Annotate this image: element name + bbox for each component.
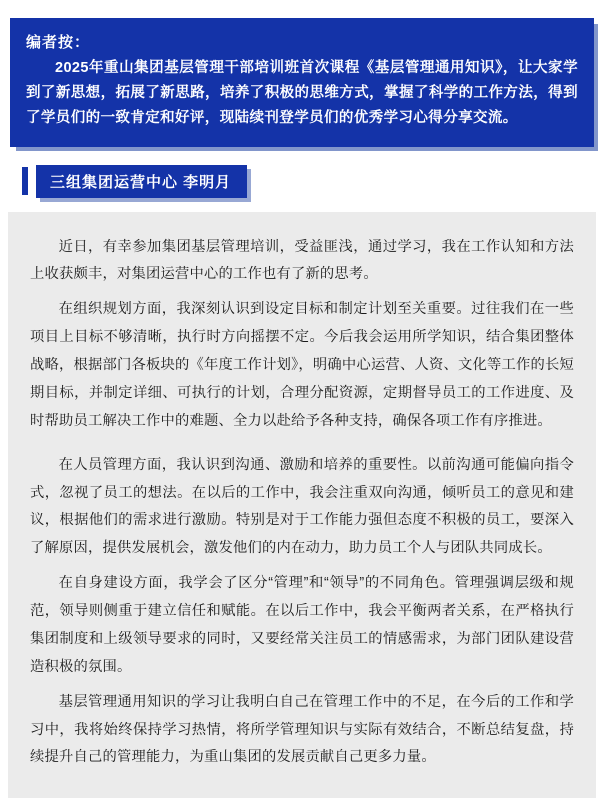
article-paragraph: 基层管理通用知识的学习让我明白自己在管理工作中的不足，在今后的工作和学习中，我将始终保持学习热情，将所学管理知识与实际有效结合，不断总结复盘，持续提升自己的管理能力，为重山集团的发展贡献自己更多力量。 bbox=[30, 693, 574, 766]
author-tag-row bbox=[22, 165, 604, 198]
article-paragraph: 在自身建设方面，我学会了区分“管理”和“领导”的不同角色。管理强调层级和规范，领导则侧重于建立信任和赋能。在以后工作中，我会平衡两者关系，在严格执行集团制度和上级领导要求的同时，又要经常关注员工的情感需求，为部门团队建设营造积极的氛围。 bbox=[30, 575, 574, 675]
article-body bbox=[8, 212, 596, 798]
banner-body: 2025年重山集团基层管理干部培训班首次课程《基层管理通用知识》，让大家学到了新思想，拓展了新思路，培养了积极的思维方式，掌握了科学的工作方法，得到了学员们的一致肯定和好评，现陆续刊登学员们的优秀学习心得分享交流。 bbox=[26, 59, 578, 126]
author-tag: 三组集团运营中心 李明月 bbox=[36, 165, 247, 198]
article-paragraph: 在组织规划方面，我深刻认识到设定目标和制定计划至关重要。过往我们在一些项目上目标不够清晰，执行时方向摇摆不定。今后我会运用所学知识，结合集团整体战略，根据部门各板块的《年度工作计划》，明确中心运营、人资、文化等工作的长短期目标，并制定详细、可执行的计划，合理分配资源，定期督导员工的工作进度、及时帮助员工解决工作中的难题、全力以赴给予各种支持，确保各项工作有序推进。 bbox=[30, 301, 574, 429]
banner-content bbox=[10, 18, 594, 147]
article-paragraph: 近日，有幸参加集团基层管理培训，受益匪浅，通过学习，我在工作认知和方法上收获颇丰，对集团运营中心的工作也有了新的思考。 bbox=[30, 238, 574, 283]
document-page bbox=[0, 18, 604, 766]
article-paragraph: 在人员管理方面，我认识到沟通、激励和培养的重要性。以前沟通可能偏向指令式，忽视了员工的想法。在以后的工作中，我会注重双向沟通，倾听员工的意见和建议，根据他们的需求进行激励。特别是对于工作能力强但态度不积极的员工，要深入了解原因，提供发展机会，激发他们的内在动力，助力员工个人与团队共同成长。 bbox=[30, 456, 574, 557]
editor-note-banner bbox=[10, 18, 594, 147]
author-tag-accent-bar bbox=[22, 167, 28, 195]
banner-title: 编者按： bbox=[26, 34, 91, 51]
